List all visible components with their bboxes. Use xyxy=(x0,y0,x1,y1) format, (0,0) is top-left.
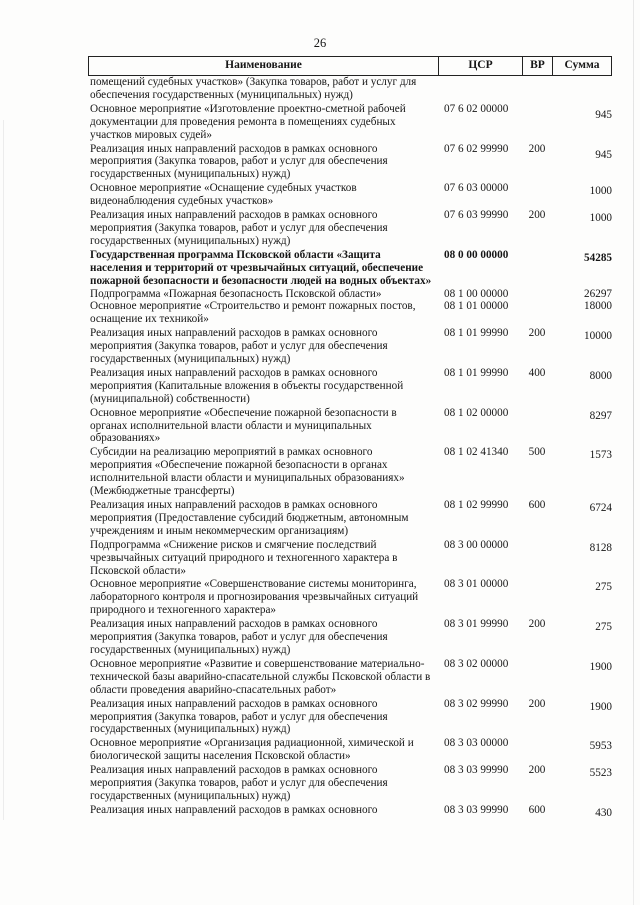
table-row xyxy=(88,578,612,617)
row-csr: 08 1 02 99990 xyxy=(444,499,509,511)
table-row xyxy=(88,499,612,538)
row-sum: 8297 xyxy=(589,409,612,422)
row-sum: 1000 xyxy=(589,212,612,225)
row-sum: 6724 xyxy=(589,502,612,514)
row-csr: 08 3 02 99990 xyxy=(444,697,509,710)
row-vr xyxy=(522,249,552,288)
table-row xyxy=(88,76,612,102)
row-csr: 07 6 02 00000 xyxy=(444,102,509,115)
row-csr: 07 6 03 00000 xyxy=(444,182,509,195)
row-vr xyxy=(522,76,552,102)
row-csr: 07 6 03 99990 xyxy=(444,209,509,222)
row-vr xyxy=(522,737,552,763)
row-vr xyxy=(522,300,552,326)
table-row xyxy=(88,446,612,498)
row-csr: 08 3 03 99990 xyxy=(444,803,509,816)
row-name: Реализация иных направлений расходов в рамках основного мероприятия (Закупка товаров, работ и услуг для обеспечения государственных (муниципальных) нужд) xyxy=(90,209,388,247)
row-csr: 07 6 02 99990 xyxy=(444,142,509,155)
scan-edge-right xyxy=(633,0,634,905)
row-csr: 08 3 03 00000 xyxy=(444,737,509,750)
table-row xyxy=(88,539,612,578)
row-sum: 275 xyxy=(595,621,612,634)
table-row xyxy=(88,209,612,248)
table-row xyxy=(88,804,612,820)
row-sum: 275 xyxy=(595,581,612,594)
row-vr: 500 xyxy=(528,446,546,459)
row-sum: 430 xyxy=(595,806,612,819)
header-sum: Сумма xyxy=(552,57,612,75)
row-sum: 1000 xyxy=(589,185,612,198)
row-csr: 08 3 03 99990 xyxy=(444,764,509,777)
row-sum: 10000 xyxy=(584,330,612,343)
row-vr: 200 xyxy=(528,327,546,340)
row-name: Реализация иных направлений расходов в рамках основного xyxy=(90,803,378,816)
row-sum: 8128 xyxy=(589,541,612,554)
row-csr: 08 0 00 00000 xyxy=(444,248,509,261)
row-csr: 08 3 01 00000 xyxy=(444,578,509,591)
row-name: Основное мероприятие «Изготовление проектно-сметной рабочей документации для проведения ремонта в помещениях судебных участков мировых судей» xyxy=(90,102,406,141)
row-csr: 08 1 02 00000 xyxy=(444,406,509,419)
table-row xyxy=(88,367,612,406)
row-vr: 600 xyxy=(528,803,546,816)
row-name: Основное мероприятие «Обеспечение пожарной безопасности в органах исполнительной власти области и муниципальных образованиях» xyxy=(90,406,397,445)
row-csr: 08 3 02 00000 xyxy=(444,657,509,670)
table-row xyxy=(88,764,612,803)
row-vr xyxy=(522,407,552,446)
row-name: Основное мероприятие «Развитие и совершенствование материально-технической базы аварийно-спасательной службы Псковской области в области проведения аварийно-спасательных работ» xyxy=(90,657,431,696)
table-row xyxy=(88,288,612,301)
scan-edge-left xyxy=(3,120,4,820)
row-vr: 200 xyxy=(528,142,546,155)
budget-table xyxy=(88,56,612,820)
row-name: Реализация иных направлений расходов в рамках основного мероприятия (Закупка товаров, работ и услуг для обеспечения государственных (муниципальных) нужд) xyxy=(90,697,388,736)
row-vr: 200 xyxy=(528,209,546,222)
row-vr xyxy=(522,539,552,578)
page-number: 26 xyxy=(313,36,327,50)
table-row xyxy=(88,327,612,366)
row-sum: 945 xyxy=(595,108,612,121)
table-row xyxy=(88,249,612,288)
row-csr xyxy=(438,76,522,102)
row-vr xyxy=(522,182,552,208)
header-vr: ВР xyxy=(522,57,552,75)
row-sum: 1900 xyxy=(589,700,612,713)
row-name: Реализация иных направлений расходов в рамках основного мероприятия (Предоставление субсидий бюджетным, автономным учреждениям и иным некоммерческим организациям) xyxy=(90,499,409,537)
row-name: Субсидии на реализацию мероприятий в рамках основного мероприятия «Обеспечение пожарной безопасности в органах исполнительной власти области и муниципальных образованиях» (Межбюджетные трансферты) xyxy=(90,446,405,498)
row-name: Основное мероприятие «Оснащение судебных участков видеонаблюдения судебных участков» xyxy=(90,182,357,208)
table-row xyxy=(88,698,612,737)
row-sum: 945 xyxy=(595,148,612,161)
row-csr: 08 3 01 99990 xyxy=(444,618,509,631)
header-name: Наименование xyxy=(88,57,438,75)
table-header xyxy=(88,56,612,76)
table-row xyxy=(88,182,612,208)
table-row xyxy=(88,737,612,763)
row-sum: 26297 xyxy=(584,287,612,300)
row-name: Реализация иных направлений расходов в рамках основного мероприятия (Закупка товаров, работ и услуг для обеспечения государственных (муниципальных) нужд) xyxy=(90,142,388,181)
row-vr xyxy=(522,658,552,697)
row-sum xyxy=(552,76,612,102)
row-name: Основное мероприятие «Строительство и ремонт пожарных постов, оснащение их техникой» xyxy=(90,300,416,326)
row-vr: 200 xyxy=(528,764,546,777)
row-name: Реализация иных направлений расходов в рамках основного мероприятия (Капитальные вложения в объекты государственной (муниципальной) собственности) xyxy=(90,366,404,405)
row-csr: 08 3 00 00000 xyxy=(444,538,509,551)
row-csr: 08 1 01 99990 xyxy=(444,327,509,340)
row-vr xyxy=(522,103,552,142)
row-csr: 08 1 02 41340 xyxy=(444,446,509,459)
table-row xyxy=(88,103,612,142)
row-sum: 5523 xyxy=(589,767,612,780)
row-sum: 8000 xyxy=(589,369,612,382)
row-vr: 600 xyxy=(528,499,546,511)
header-csr: ЦСР xyxy=(438,57,522,75)
table-row xyxy=(88,407,612,446)
table-row xyxy=(88,143,612,182)
table-row xyxy=(88,618,612,657)
row-vr: 400 xyxy=(528,366,546,379)
row-name: Государственная программа Псковской области «Защита населения и территорий от чрезвычайных ситуаций, обеспечение пожарной безопасности и безопасности людей на водных объектах» xyxy=(90,248,432,287)
row-csr: 08 1 00 00000 xyxy=(444,287,509,300)
row-name: Реализация иных направлений расходов в рамках основного мероприятия (Закупка товаров, работ и услуг для обеспечения государственных (муниципальных) нужд) xyxy=(90,764,388,802)
row-name: Реализация иных направлений расходов в рамках основного мероприятия (Закупка товаров, работ и услуг для обеспечения государственных (муниципальных) нужд) xyxy=(90,327,388,366)
row-name: Реализация иных направлений расходов в рамках основного мероприятия (Закупка товаров, работ и услуг для обеспечения государственных (муниципальных) нужд) xyxy=(90,618,388,656)
row-csr: 08 1 01 00000 xyxy=(444,300,509,313)
row-sum: 1573 xyxy=(589,449,612,462)
row-sum: 5953 xyxy=(589,740,612,753)
row-name: Подпрограмма «Снижение рисков и смягчение последствий чрезвычайных ситуаций природного и техногенного характера в Псковской области» xyxy=(90,538,398,577)
row-sum: 18000 xyxy=(584,300,612,313)
row-vr xyxy=(522,288,552,301)
table-row xyxy=(88,658,612,697)
row-vr: 200 xyxy=(528,618,546,631)
row-name: Основное мероприятие «Организация радиационной, химической и биологической защиты населения Псковской области» xyxy=(90,737,414,763)
row-name: Подпрограмма «Пожарная безопасность Псковской области» xyxy=(90,287,382,300)
table-row xyxy=(88,300,612,326)
row-vr xyxy=(522,578,552,617)
row-name: помещений судебных участков» (Закупка товаров, работ и услуг для обеспечения государственных (муниципальных) нужд) xyxy=(90,76,417,101)
row-sum: 54285 xyxy=(584,251,612,264)
row-name: Основное мероприятие «Совершенствование системы мониторинга, лабораторного контроля и прогнозирования чрезвычайных ситуаций природного и техногенного характера» xyxy=(90,578,419,617)
row-csr: 08 1 01 99990 xyxy=(444,366,509,379)
row-vr: 200 xyxy=(528,697,546,710)
row-sum: 1900 xyxy=(589,660,612,673)
